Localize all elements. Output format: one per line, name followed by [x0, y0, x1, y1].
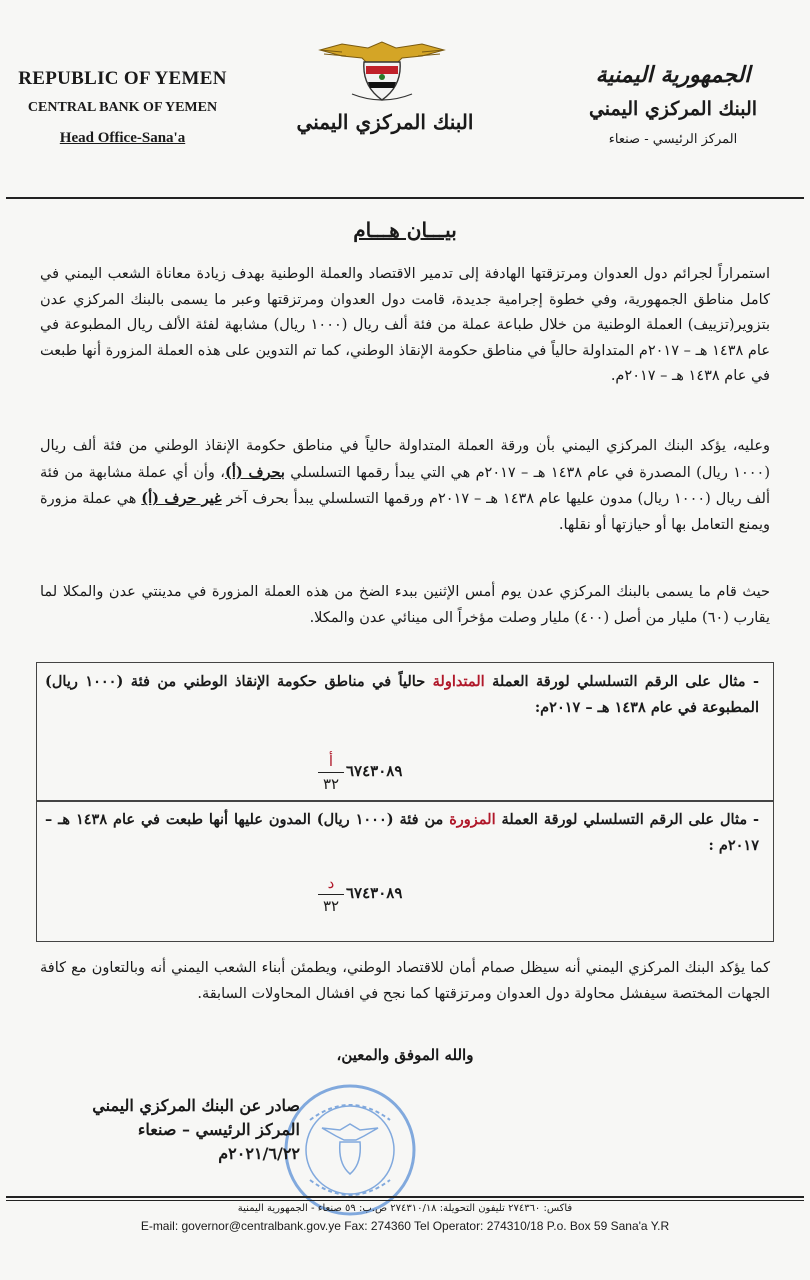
counterfeit-serial-letter: د — [327, 874, 335, 892]
footer-divider — [6, 1196, 804, 1198]
paragraph-2-not-alef: غير حرف (أ) — [141, 490, 222, 507]
counterfeit-serial-fraction-line — [318, 894, 344, 895]
paragraph-1: استمراراً لجرائم دول العدوان ومرتزقتها الهادفة إلى تدمير الاقتصاد والعملة الوطنية بهدف زيادة معاناة الشعب اليمني في كامل مناطق الجمهورية، وفي خطوة إجرامية جديدة، قامت دول العدوان ومرتزقتها وعبر ما يسمى بالبنك المركزي عدن بتزوير(تزييف) العملة الوطنية من خلال طباعة عملة من فئة ألف ريال (١٠٠٠ ريال) مشابهة لفئة الألف ريال المطبوعة في عام ١٤٣٨ هـ – ٢٠١٧م المتداولة حالياً في مناطق حكومة الإنقاذ الوطني، كما تم التدوين على هذه العملة المزورة أنها طبعت في عام ١٤٣٨ هـ – ٢٠١٧م. — [40, 266, 770, 384]
counterfeit-serial-prefix: ٣٢ — [322, 897, 340, 915]
example-box-counterfeit — [36, 800, 774, 942]
counterfeit-serial-number: ٦٧٤٣٠٨٩ — [346, 884, 403, 902]
header-ar-office: المركز الرئيسي - صنعاء — [608, 132, 738, 147]
genuine-serial-prefix: ٣٢ — [322, 775, 340, 793]
paragraph-2-letter-alef: بحرف (أ) — [224, 463, 285, 481]
header-english — [10, 68, 235, 147]
example-genuine-text-b: حالياً في مناطق حكومة الإنقاذ الوطني من فئة (١٠٠٠ ريال) المطبوعة في عام ١٤٣٨ هـ – ٢٠١٧م: — [45, 673, 759, 716]
header-en-office: Head Office-Sana'a — [59, 130, 186, 146]
genuine-serial-letter: أ — [328, 752, 334, 770]
genuine-serial-number: ٦٧٤٣٠٨٩ — [346, 762, 403, 780]
paragraph-2-text-b: ، وأن أي عملة مشابهة من فئة ألف ريال (١٠٠٠ ريال) مدون عليها عام ١٤٣٨ هـ – ٢٠١٧م ورقمها التسلسلي يبدأ بحرف آخر — [40, 464, 770, 507]
official-stamp-icon — [280, 1080, 420, 1220]
signature-date: ٢٠٢١/٦/٢٢م — [218, 1144, 300, 1163]
header-ar-bank: البنك المركزي اليمني — [588, 98, 758, 120]
paragraph-4: كما يؤكد البنك المركزي اليمني أنه سيظل صمام أمان للاقتصاد الوطني، ويطمئن أبناء الشعب اليمني أنه وبالتعاون مع كافة الجهات المختصة سيفشل محاولة دول العدوان ومرتزقتها كما نجح في افشال المحاولات السابقة. — [40, 960, 770, 1002]
example-genuine-text-a: - مثال على الرقم التسلسلي لورقة العملة — [484, 673, 759, 690]
example-counterfeit-text-a: - مثال على الرقم التسلسلي لورقة العملة — [495, 811, 760, 828]
header-ar-country: الجمهورية اليمنية — [595, 62, 751, 88]
header-arabic — [558, 62, 788, 147]
signature-issuer: صادر عن البنك المركزي اليمني — [92, 1096, 300, 1115]
paragraph-2 — [40, 434, 770, 538]
example-genuine-text — [37, 669, 773, 721]
statement-title: بيـــان هـــام — [353, 218, 457, 242]
footer-divider-thin — [6, 1200, 804, 1201]
example-counterfeit-text-b: من فئة (١٠٠٠ ريال) المدون عليها أنها طبعت في عام ١٤٣٨ هـ – ٢٠١٧م : — [45, 811, 759, 854]
signature-block — [50, 1094, 300, 1166]
eagle-emblem-icon — [312, 36, 452, 104]
paragraph-3: حيث قام ما يسمى بالبنك المركزي عدن يوم أمس الإثنين ببدء الضخ من هذه العملة المزورة في مدينتي عدن والمكلا لما يقارب (٦٠) مليار من أصل (٤٠٠) مليار وصلت مؤخراً الى مينائي عدن والمكلا. — [40, 584, 770, 626]
closing-phrase: والله الموفق والمعين، — [336, 1046, 474, 1064]
footer-contact-english: E-mail: governor@centralbank.gov.ye Fax: 274360 Tel Operator: 274310/18 P.o. Box 59 Sana'a Y.R — [140, 1219, 670, 1233]
genuine-serial-fraction-line — [318, 772, 344, 773]
header-divider — [6, 197, 804, 199]
header-en-bank: CENTRAL BANK OF YEMEN — [27, 100, 218, 115]
signature-office: المركز الرئيسي – صنعاء — [137, 1120, 300, 1139]
example-box-genuine — [36, 662, 774, 802]
example-counterfeit-highlight: المزورة — [449, 811, 496, 828]
example-counterfeit-text — [37, 807, 773, 859]
header-emblem-caption: البنك المركزي اليمني — [296, 110, 474, 134]
example-genuine-highlight: المتداولة — [432, 673, 485, 690]
header-en-country: REPUBLIC OF YEMEN — [18, 68, 227, 89]
paragraph-2-text-c: هي عملة مزورة ويمنع التعامل بها أو حيازتها أو نقلها. — [40, 491, 770, 533]
paragraph-2-text-a: وعليه، يؤكد البنك المركزي اليمني بأن ورقة العملة المتداولة حالياً في مناطق حكومة الإنقاذ الوطني من فئة ألف ريال (١٠٠٠ ريال) المصدرة في عام ١٤٣٨ هـ – ٢٠١٧م هي التي يبدأ رقمها التسلسلي — [40, 438, 771, 481]
footer-contact-arabic: فاكس: ٢٧٤٣٦٠ تليفون التحويلة: ٢٧٤٣١٠/١٨ ص.ب: ٥٩ صنعاء - الجمهورية اليمنية — [237, 1203, 573, 1214]
